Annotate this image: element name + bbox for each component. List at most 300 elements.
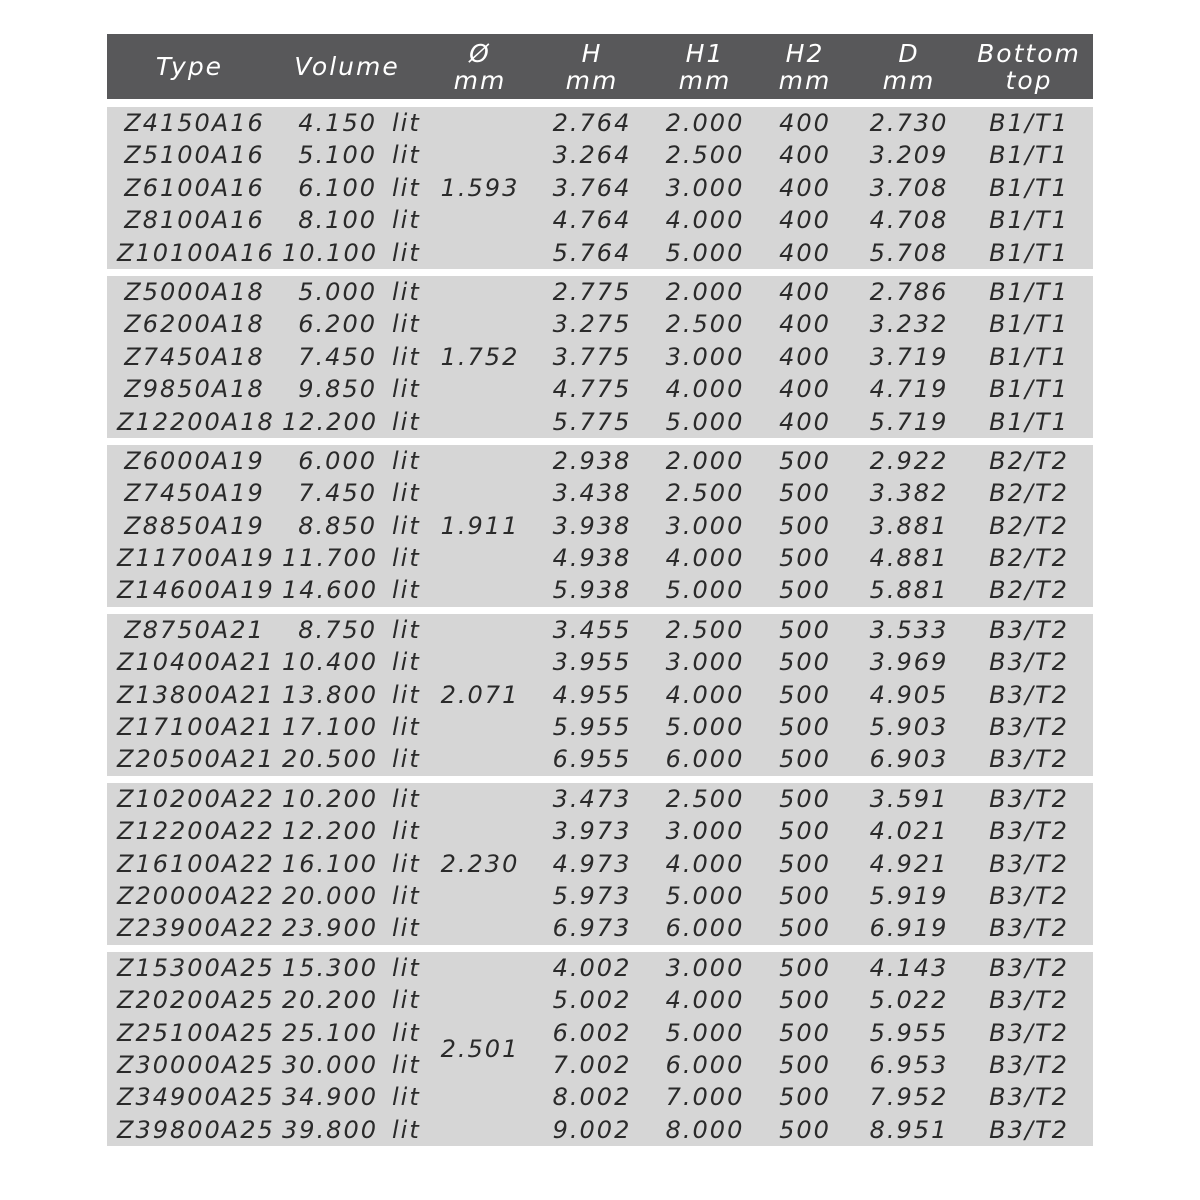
volume-cell: 34.900 (282, 1083, 378, 1112)
volume-cell: 6.200 (298, 310, 377, 339)
h1-cell: 5.000 (665, 881, 745, 910)
h2-cell: 400 (779, 310, 831, 339)
h-cell: 6.002 (552, 1018, 632, 1047)
d-cell: 2.786 (869, 277, 949, 306)
diameter-cell: 2.071 (440, 680, 520, 709)
type-cell: Z12200A18 (117, 407, 275, 436)
table-body (107, 107, 1093, 1146)
d-cell: 3.969 (869, 648, 949, 677)
d-cell: 3.591 (869, 784, 949, 813)
h1-cell: 5.000 (665, 1018, 745, 1047)
header-h2-unit: mm (778, 65, 832, 95)
d-cell: 3.719 (869, 342, 949, 371)
type-cell: Z20500A21 (117, 745, 275, 774)
header-h1 (655, 34, 755, 99)
header-h2 (765, 34, 845, 99)
volume-cell: 7.450 (298, 342, 377, 371)
table-header (107, 34, 1093, 99)
type-cell: Z13800A21 (117, 680, 275, 709)
h2-cell: 500 (779, 615, 831, 644)
table-row (107, 1114, 1093, 1146)
d-cell: 6.919 (869, 914, 949, 943)
bottom-top-cell: B1/T1 (989, 375, 1069, 404)
d-cell: 5.955 (869, 1018, 949, 1047)
h2-cell: 400 (779, 109, 831, 137)
header-d-label: D (898, 38, 920, 68)
type-cell: Z20000A22 (117, 881, 275, 910)
d-cell: 2.730 (869, 109, 949, 137)
h1-cell: 3.000 (665, 173, 745, 202)
type-cell: Z5000A18 (124, 277, 265, 306)
table-row (107, 139, 1093, 171)
d-cell: 3.881 (869, 511, 949, 540)
volume-unit-cell: lit (392, 407, 421, 436)
bottom-top-cell: B3/T2 (989, 953, 1069, 982)
table-row (107, 679, 1093, 711)
volume-unit-cell: lit (392, 277, 421, 306)
volume-cell: 8.750 (298, 615, 377, 644)
volume-cell: 5.100 (298, 141, 377, 170)
header-diameter (437, 34, 523, 99)
type-cell: Z15300A25 (117, 953, 275, 982)
type-cell: Z34900A25 (117, 1083, 275, 1112)
diameter-cell: 1.911 (440, 511, 520, 540)
h-cell: 6.955 (552, 745, 632, 774)
header-volume-label: Volume (294, 52, 400, 81)
table-row (107, 341, 1093, 373)
bottom-top-cell: B3/T2 (989, 615, 1069, 644)
bottom-top-cell: B3/T2 (989, 1018, 1069, 1047)
h2-cell: 500 (779, 849, 831, 878)
volume-unit-cell: lit (392, 511, 421, 540)
d-cell: 5.719 (869, 407, 949, 436)
header-d-unit: mm (882, 65, 936, 95)
h-cell: 3.438 (552, 479, 632, 508)
h2-cell: 500 (779, 479, 831, 508)
header-h1-unit: mm (678, 65, 732, 95)
bottom-top-cell: B2/T2 (989, 576, 1069, 605)
d-cell: 4.021 (869, 817, 949, 846)
d-cell: 6.903 (869, 745, 949, 774)
h-cell: 4.775 (552, 375, 632, 404)
type-cell: Z10100A16 (117, 238, 275, 267)
type-cell: Z8100A16 (124, 206, 265, 235)
h1-cell: 4.000 (665, 544, 745, 573)
volume-unit-cell: lit (392, 238, 421, 267)
table-row (107, 711, 1093, 743)
h2-cell: 400 (779, 238, 831, 267)
h1-cell: 6.000 (665, 1050, 745, 1079)
h-cell: 3.764 (552, 173, 632, 202)
volume-cell: 9.850 (298, 375, 377, 404)
table-row (107, 1049, 1093, 1081)
bottom-top-cell: B3/T2 (989, 1115, 1069, 1144)
d-cell: 3.708 (869, 173, 949, 202)
d-cell: 5.022 (869, 986, 949, 1015)
volume-unit-cell: lit (392, 342, 421, 371)
diameter-cell: 1.752 (440, 342, 520, 371)
d-cell: 3.209 (869, 141, 949, 170)
header-bottom-top (969, 34, 1089, 99)
h1-cell: 4.000 (665, 680, 745, 709)
volume-cell: 7.450 (298, 479, 377, 508)
type-cell: Z7450A19 (124, 479, 265, 508)
volume-cell: 6.100 (298, 173, 377, 202)
table-row (107, 1017, 1093, 1049)
d-cell: 8.951 (869, 1115, 949, 1144)
bottom-top-cell: B1/T1 (989, 109, 1069, 137)
h1-cell: 2.500 (665, 141, 745, 170)
type-cell: Z6100A16 (124, 173, 265, 202)
diameter-cell: 2.501 (440, 1034, 520, 1063)
type-cell: Z8850A19 (124, 511, 265, 540)
type-cell: Z39800A25 (117, 1115, 275, 1144)
table-row (107, 646, 1093, 678)
h-cell: 4.002 (552, 953, 632, 982)
volume-cell: 14.600 (282, 576, 378, 605)
h2-cell: 500 (779, 914, 831, 943)
h1-cell: 3.000 (665, 511, 745, 540)
h1-cell: 3.000 (665, 817, 745, 846)
type-cell: Z6200A18 (124, 310, 265, 339)
table-row (107, 574, 1093, 606)
volume-unit-cell: lit (392, 680, 421, 709)
volume-cell: 8.100 (298, 206, 377, 235)
volume-unit-cell: lit (392, 479, 421, 508)
header-top-label: top (1005, 65, 1053, 95)
h-cell: 5.002 (552, 986, 632, 1015)
h-cell: 5.775 (552, 407, 632, 436)
volume-cell: 10.400 (282, 648, 378, 677)
volume-cell: 15.300 (282, 953, 378, 982)
table-row (107, 373, 1093, 405)
h2-cell: 400 (779, 277, 831, 306)
volume-unit-cell: lit (392, 544, 421, 573)
d-cell: 7.952 (869, 1083, 949, 1112)
bottom-top-cell: B3/T2 (989, 881, 1069, 910)
bottom-top-cell: B2/T2 (989, 446, 1069, 475)
volume-cell: 20.500 (282, 745, 378, 774)
bottom-top-cell: B3/T2 (989, 1050, 1069, 1079)
bottom-top-cell: B1/T1 (989, 407, 1069, 436)
volume-unit-cell: lit (392, 1050, 421, 1079)
header-diameter-symbol: Ø (469, 38, 491, 68)
volume-unit-cell: lit (392, 1083, 421, 1112)
d-cell: 4.708 (869, 206, 949, 235)
volume-cell: 12.200 (282, 407, 378, 436)
h1-cell: 8.000 (665, 1115, 745, 1144)
d-cell: 3.382 (869, 479, 949, 508)
h-cell: 4.764 (552, 206, 632, 235)
volume-unit-cell: lit (392, 141, 421, 170)
h2-cell: 400 (779, 407, 831, 436)
h-cell: 3.938 (552, 511, 632, 540)
h1-cell: 5.000 (665, 713, 745, 742)
type-cell: Z17100A21 (117, 713, 275, 742)
h1-cell: 3.000 (665, 648, 745, 677)
volume-cell: 25.100 (282, 1018, 378, 1047)
volume-unit-cell: lit (392, 784, 421, 813)
volume-cell: 11.700 (282, 544, 378, 573)
h1-cell: 6.000 (665, 914, 745, 943)
volume-unit-cell: lit (392, 173, 421, 202)
h2-cell: 400 (779, 342, 831, 371)
h-cell: 3.455 (552, 615, 632, 644)
diameter-cell: 1.593 (440, 174, 520, 202)
type-cell: Z12200A22 (117, 817, 275, 846)
header-h1-label: H1 (685, 38, 725, 68)
volume-cell: 30.000 (282, 1050, 378, 1079)
table-row (107, 743, 1093, 775)
h1-cell: 2.500 (665, 615, 745, 644)
h2-cell: 500 (779, 1018, 831, 1047)
h2-cell: 500 (779, 446, 831, 475)
type-cell: Z9850A18 (124, 375, 265, 404)
bottom-top-cell: B3/T2 (989, 648, 1069, 677)
h2-cell: 500 (779, 745, 831, 774)
h2-cell: 500 (779, 881, 831, 910)
h-cell: 6.973 (552, 914, 632, 943)
h2-cell: 500 (779, 544, 831, 573)
table-row (107, 445, 1093, 477)
volume-cell: 10.200 (282, 784, 378, 813)
table-row (107, 614, 1093, 646)
table-row (107, 406, 1093, 438)
volume-unit-cell: lit (392, 881, 421, 910)
h2-cell: 500 (779, 713, 831, 742)
bottom-top-cell: B3/T2 (989, 817, 1069, 846)
d-cell: 4.719 (869, 375, 949, 404)
header-type (127, 34, 252, 99)
h1-cell: 3.000 (665, 342, 745, 371)
volume-cell: 23.900 (282, 914, 378, 943)
table-row (107, 237, 1093, 269)
type-cell: Z5100A16 (124, 141, 265, 170)
volume-cell: 13.800 (282, 680, 378, 709)
h1-cell: 6.000 (665, 745, 745, 774)
bottom-top-cell: B2/T2 (989, 511, 1069, 540)
h2-cell: 500 (779, 511, 831, 540)
type-cell: Z16100A22 (117, 849, 275, 878)
h2-cell: 500 (779, 986, 831, 1015)
d-cell: 5.881 (869, 576, 949, 605)
bottom-top-cell: B3/T2 (989, 849, 1069, 878)
table-row (107, 308, 1093, 340)
h2-cell: 400 (779, 206, 831, 235)
h2-cell: 500 (779, 1050, 831, 1079)
bottom-top-cell: B1/T1 (989, 173, 1069, 202)
bottom-top-cell: B1/T1 (989, 238, 1069, 267)
type-cell: Z23900A22 (117, 914, 275, 943)
bottom-top-cell: B1/T1 (989, 342, 1069, 371)
volume-unit-cell: lit (392, 1115, 421, 1144)
h-cell: 5.938 (552, 576, 632, 605)
h1-cell: 4.000 (665, 206, 745, 235)
d-cell: 4.881 (869, 544, 949, 573)
volume-unit-cell: lit (392, 310, 421, 339)
bottom-top-cell: B1/T1 (989, 277, 1069, 306)
h-cell: 7.002 (552, 1050, 632, 1079)
table-row (107, 848, 1093, 880)
header-bottom-label: Bottom (977, 38, 1081, 68)
h-cell: 3.973 (552, 817, 632, 846)
volume-cell: 17.100 (282, 713, 378, 742)
volume-unit-cell: lit (392, 446, 421, 475)
h-cell: 5.764 (552, 238, 632, 267)
h1-cell: 5.000 (665, 576, 745, 605)
header-h-unit: mm (565, 65, 619, 95)
volume-cell: 5.000 (298, 277, 377, 306)
row-group (107, 614, 1093, 776)
h2-cell: 500 (779, 1083, 831, 1112)
h1-cell: 2.500 (665, 310, 745, 339)
type-cell: Z8750A21 (124, 615, 265, 644)
h-cell: 3.473 (552, 784, 632, 813)
h-cell: 5.955 (552, 713, 632, 742)
h2-cell: 400 (779, 173, 831, 202)
h1-cell: 5.000 (665, 238, 745, 267)
table-row (107, 783, 1093, 815)
volume-cell: 4.150 (298, 109, 377, 137)
volume-unit-cell: lit (392, 713, 421, 742)
volume-unit-cell: lit (392, 914, 421, 943)
table-row (107, 107, 1093, 139)
volume-unit-cell: lit (392, 849, 421, 878)
table-row (107, 952, 1093, 984)
volume-cell: 20.200 (282, 986, 378, 1015)
h-cell: 4.955 (552, 680, 632, 709)
bottom-top-cell: B2/T2 (989, 479, 1069, 508)
type-cell: Z6000A19 (124, 446, 265, 475)
h-cell: 3.264 (552, 141, 632, 170)
header-d (864, 34, 954, 99)
d-cell: 4.905 (869, 680, 949, 709)
table-row (107, 172, 1093, 204)
volume-cell: 39.800 (282, 1115, 378, 1144)
bottom-top-cell: B3/T2 (989, 986, 1069, 1015)
h2-cell: 400 (779, 141, 831, 170)
h-cell: 4.938 (552, 544, 632, 573)
type-cell: Z14600A19 (117, 576, 275, 605)
header-type-label: Type (155, 52, 224, 81)
d-cell: 2.922 (869, 446, 949, 475)
bottom-top-cell: B3/T2 (989, 914, 1069, 943)
h1-cell: 2.500 (665, 479, 745, 508)
h1-cell: 2.000 (665, 446, 745, 475)
table-row (107, 542, 1093, 574)
h1-cell: 4.000 (665, 986, 745, 1015)
bottom-top-cell: B3/T2 (989, 680, 1069, 709)
d-cell: 5.903 (869, 713, 949, 742)
d-cell: 3.533 (869, 615, 949, 644)
h-cell: 2.775 (552, 277, 632, 306)
volume-cell: 6.000 (298, 446, 377, 475)
header-h (547, 34, 637, 99)
type-cell: Z10200A22 (117, 784, 275, 813)
h-cell: 3.775 (552, 342, 632, 371)
volume-unit-cell: lit (392, 576, 421, 605)
type-cell: Z10400A21 (117, 648, 275, 677)
h2-cell: 500 (779, 1115, 831, 1144)
bottom-top-cell: B1/T1 (989, 141, 1069, 170)
bottom-top-cell: B3/T2 (989, 1083, 1069, 1112)
d-cell: 5.708 (869, 238, 949, 267)
h-cell: 2.764 (552, 109, 632, 137)
bottom-top-cell: B2/T2 (989, 544, 1069, 573)
h2-cell: 500 (779, 784, 831, 813)
volume-unit-cell: lit (392, 375, 421, 404)
volume-cell: 12.200 (282, 817, 378, 846)
bottom-top-cell: B3/T2 (989, 713, 1069, 742)
volume-unit-cell: lit (392, 615, 421, 644)
row-group (107, 107, 1093, 269)
d-cell: 4.921 (869, 849, 949, 878)
table-row (107, 510, 1093, 542)
h-cell: 8.002 (552, 1083, 632, 1112)
header-volume (287, 34, 407, 99)
table-row (107, 204, 1093, 236)
header-h2-label: H2 (785, 38, 825, 68)
h1-cell: 4.000 (665, 849, 745, 878)
type-cell: Z7450A18 (124, 342, 265, 371)
h2-cell: 500 (779, 680, 831, 709)
h2-cell: 500 (779, 817, 831, 846)
bottom-top-cell: B3/T2 (989, 745, 1069, 774)
h1-cell: 7.000 (665, 1083, 745, 1112)
type-cell: Z30000A25 (117, 1050, 275, 1079)
spec-table (107, 34, 1093, 1146)
diameter-cell: 2.230 (440, 849, 520, 878)
volume-unit-cell: lit (392, 109, 421, 137)
row-group (107, 445, 1093, 607)
volume-unit-cell: lit (392, 745, 421, 774)
type-cell: Z20200A25 (117, 986, 275, 1015)
h2-cell: 500 (779, 648, 831, 677)
table-row (107, 1081, 1093, 1113)
type-cell: Z25100A25 (117, 1018, 275, 1047)
header-h-label: H (581, 38, 603, 68)
h1-cell: 2.000 (665, 277, 745, 306)
table-row (107, 815, 1093, 847)
h2-cell: 400 (779, 375, 831, 404)
d-cell: 5.919 (869, 881, 949, 910)
d-cell: 4.143 (869, 953, 949, 982)
h-cell: 3.275 (552, 310, 632, 339)
volume-cell: 16.100 (282, 849, 378, 878)
row-group (107, 783, 1093, 945)
d-cell: 3.232 (869, 310, 949, 339)
table-row (107, 880, 1093, 912)
h-cell: 2.938 (552, 446, 632, 475)
table-row (107, 912, 1093, 944)
table-row (107, 477, 1093, 509)
volume-cell: 8.850 (298, 511, 377, 540)
type-cell: Z4150A16 (124, 109, 265, 137)
volume-unit-cell: lit (392, 648, 421, 677)
bottom-top-cell: B3/T2 (989, 784, 1069, 813)
h1-cell: 4.000 (665, 375, 745, 404)
table-row (107, 276, 1093, 308)
h1-cell: 3.000 (665, 953, 745, 982)
volume-unit-cell: lit (392, 986, 421, 1015)
table-row (107, 984, 1093, 1016)
volume-unit-cell: lit (392, 817, 421, 846)
volume-unit-cell: lit (392, 206, 421, 235)
bottom-top-cell: B1/T1 (989, 310, 1069, 339)
d-cell: 6.953 (869, 1050, 949, 1079)
volume-cell: 10.100 (282, 238, 378, 267)
h-cell: 5.973 (552, 881, 632, 910)
